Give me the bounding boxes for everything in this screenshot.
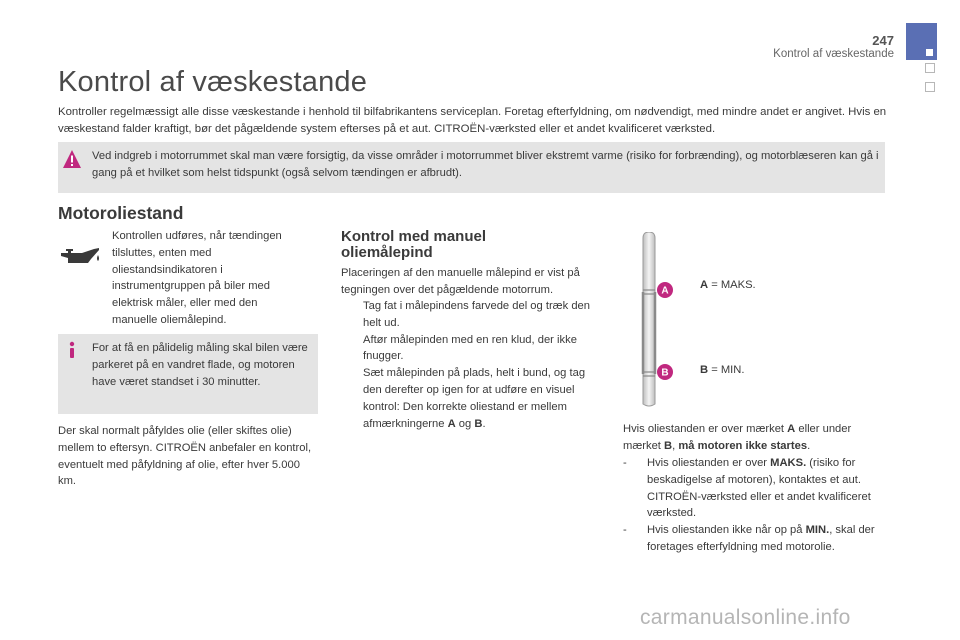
marker-b-label: B — [661, 367, 669, 379]
page-number: 247 — [872, 33, 894, 48]
watermark: carmanualsonline.info — [640, 606, 851, 629]
list-item: Aftør målepinden med en ren klud, der ikke fnugger. — [363, 333, 577, 363]
list-item: - Hvis oliestanden ikke når op på MIN., skal der foretages efterfyldning med motorolie. — [623, 524, 875, 553]
dash-marker: - — [623, 457, 627, 469]
section-heading-manual-dipstick: Kontrol med manuel oliemålepind — [341, 228, 487, 261]
oil-can-icon — [58, 245, 102, 269]
label-max: A = MAKS. — [700, 279, 756, 291]
section-heading-motor-oil: Motoroliestand — [58, 203, 184, 223]
info-text: For at få en pålidelig måling skal bilen være parkeret på en vandret flade, og motoren have været standset i 30 minutter. — [92, 342, 308, 388]
list-item: - Hvis oliestanden er over MAKS. (risiko for beskadigelse af motoren), kontaktes et aut. CITROËN-værksted eller et andet kvalificeret værksted. — [623, 457, 871, 520]
warning-text: Ved indgreb i motorrummet skal man være forsigtig, da visse områder i motorrummet bliver ekstremt varme (risiko for forbrænding), og motorblæseren kan gå i gang på et hvilket som helst tidspunkt (også selvom tændingen er afbrudt). — [92, 150, 879, 179]
dipstick-location-text: Placeringen af den manuelle målepind er vist på tegningen over det pågældende motorrum. — [341, 267, 580, 296]
dipstick-illustration — [628, 232, 684, 407]
chapter-tab-empty — [925, 82, 935, 92]
chapter-tab-empty — [925, 63, 935, 73]
oil-refill-text: Der skal normalt påfyldes olie (eller skiftes olie) mellem to eftersyn. CITROËN anbefaler en kontrol, eventuelt med påfyldning af olie, efter hver 5.000 km. — [58, 425, 312, 488]
oil-level-warning-text: Hvis oliestanden er over mærket A eller under mærket B, må motoren ikke startes. — [623, 423, 852, 452]
list-item: Tag fat i målepindens farvede del og træk den helt ud. — [363, 300, 590, 329]
label-min: B = MIN. — [700, 364, 745, 376]
dash-marker: - — [623, 524, 627, 537]
dipstick-steps — [341, 298, 603, 432]
motor-oil-text: Kontrollen udføres, når tændingen tilsluttes, enten med oliestandsindikatoren i instrumentgruppen på biler med elektrisk måler, eller med den manuelle oliemålepind. — [112, 230, 282, 326]
marker-a-label: A — [661, 285, 669, 297]
tab-marker — [926, 49, 933, 56]
exclamation-icon — [62, 149, 82, 169]
page-title: Kontrol af væskestande — [58, 66, 368, 98]
running-section-title: Kontrol af væskestande — [773, 48, 894, 60]
intro-paragraph: Kontroller regelmæssigt alle disse væskestande i henhold til bilfabrikantens serviceplan. Foretag efterfyldning, om nødvendigt, med mindre andet er angivet. Hvis en væskestand falder kraftigt, bør det pågældende system efterses på et aut. CITROËN-værksted eller et andet kvalificeret værksted. — [58, 106, 887, 135]
list-item: Sæt målepinden på plads, helt i bund, og tag den derefter op igen for at udføre en visuel kontrol: Den korrekte oliestand er mellem afmærkningerne A og B. — [363, 367, 586, 430]
oil-level-actions — [623, 455, 891, 556]
chapter-tab — [906, 23, 937, 60]
info-icon — [64, 341, 80, 359]
